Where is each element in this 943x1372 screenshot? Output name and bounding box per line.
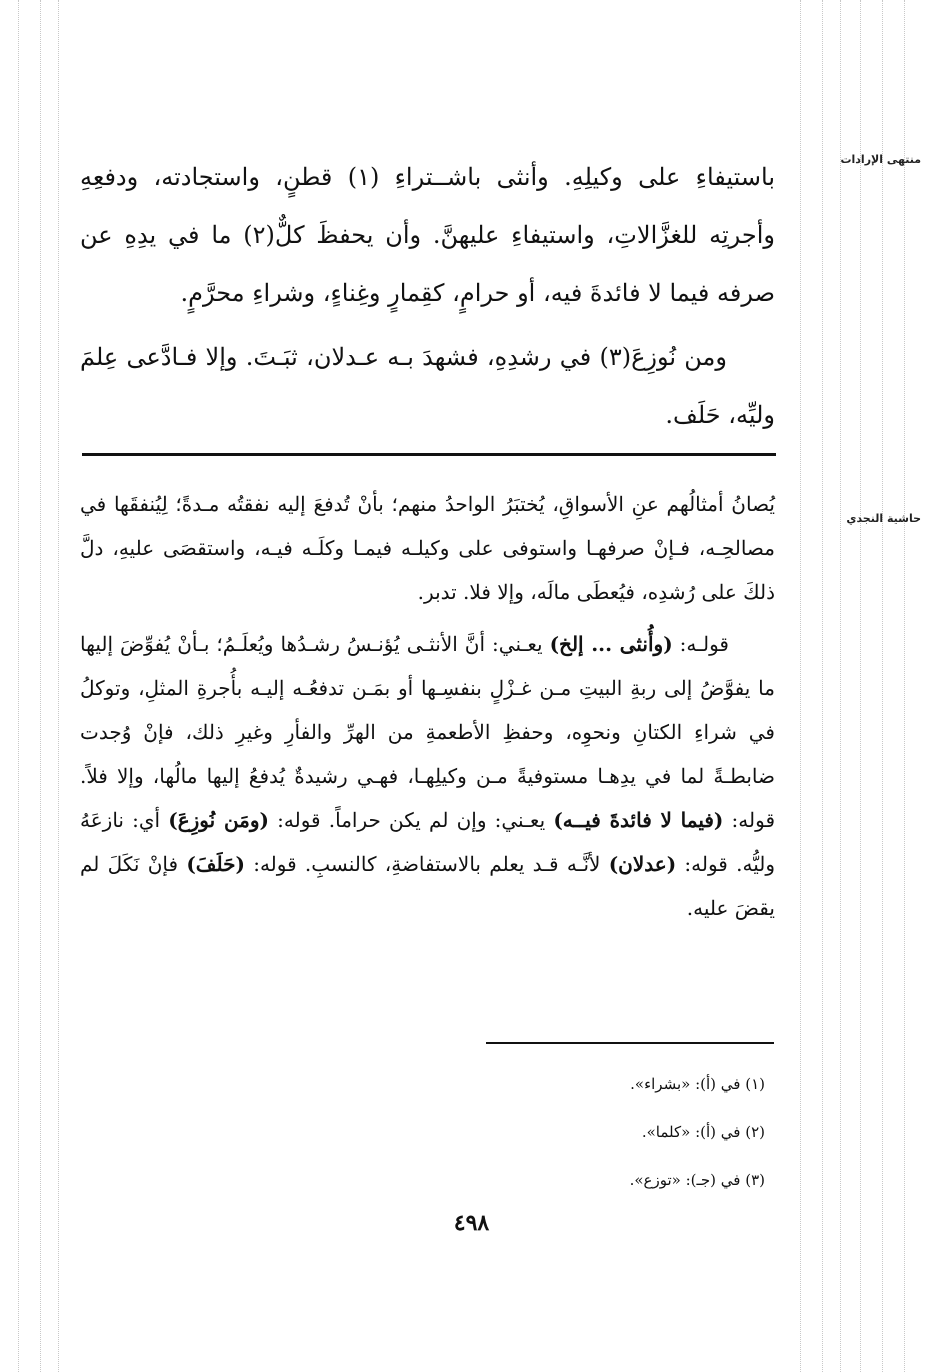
quoted-term: (فيما لا فائدةَ فيــه): [553, 808, 724, 832]
margin-guide: [904, 0, 905, 1372]
section-divider: [82, 453, 776, 456]
side-label-hashiya: حاشية النجدي: [846, 512, 921, 525]
quoted-term: (وأُنثى ... إلخ): [549, 632, 673, 656]
margin-guide: [18, 0, 19, 1372]
side-label-matn: منتهى الإرادات: [840, 153, 921, 166]
margin-guide: [822, 0, 823, 1372]
hashiya-text: يعـني: أنَّ الأنثـى يُؤنـسُ رشـدُها ويُعلَـمُ؛ بـأنْ يُفوِّضَ إليها ما يفوَّضُ إلى ربةِ البيتِ مـن غـزْلٍ بنفسِـها أو بمَـن تدفعُـه إليـه بأُجرةِ المثلِ، وتوكلُ في شراءِ الكتانِ ونحوِه، وحفظِ الأطعمةِ من الهرِّ والفأرِ وغيرِ ذلك، فإنْ وُجدت ضابطـةً لما في يدِهـا مستوفيةً مـن وكيلِهـا، فهـي رشيدةٌ يُدفعُ إليها مالُها، وإلا فلاً. قوله:: [80, 632, 776, 832]
main-text-block: [80, 148, 775, 444]
margin-guide: [882, 0, 883, 1372]
main-paragraph-2: ومن نُوزِعَ(٣) في رشدِهِ، فشهدَ بـه عـدلان، ثبَـتَ. وإلا فـادَّعى عِلمَ وليِّه، حَلَف.: [80, 343, 775, 429]
footnote-divider: [486, 1042, 774, 1044]
quoted-term: (ومَن نُوزِعَ): [168, 808, 270, 832]
hashiya-text: لأنَّـه قـد يعلم بالاستفاضةِ، كالنسبِ. قوله:: [244, 852, 609, 876]
footnote-2: (٢) في (أ): «كلما».: [641, 1123, 765, 1141]
hashiya-paragraph-2: [80, 622, 775, 930]
footnotes: [445, 1060, 765, 1204]
hashiya-text: يعـني: وإن لم يكن حراماً. قوله:: [269, 808, 554, 832]
hashiya-paragraph-1: يُصانُ أمثالُهم عنِ الأسواقِ، يُختبَرُ الواحدُ منهم؛ بأنْ تُدفعَ إليه نفقتُه مـدةً؛ لِيُنفقَها في مصالحِـه، فـإنْ صرفهـا واستوفى على وكيلـه فيمـا وكلَـه فيـه، واستقصَى عليهِ، دلَّ ذلكَ على رُشدِه، فيُعطَى مالَه، وإلا فلا. تدبر.: [80, 492, 775, 604]
hashiya-text-block: [80, 482, 775, 930]
hashiya-text: فإنْ نَكَلَ لم يقضَ عليه.: [80, 852, 775, 920]
margin-guide: [840, 0, 841, 1372]
hashiya-text: أي: نازعَهُ وليُّه. قوله:: [80, 808, 776, 876]
quoted-term: (حَلَفَ): [186, 852, 245, 876]
hashiya-lead: قولـه:: [672, 632, 729, 656]
quoted-term: (عدلان): [608, 852, 677, 876]
footnote-3: (٣) في (جـ): «توزع».: [629, 1171, 765, 1189]
main-paragraph-1: باستيفاءِ على وكيلِهِ. وأنثى باشــتراءِ (١) قطنٍ، واستجادته، ودفعِهِ وأجرتِه للغزَّالاتِ، واستيفاءِ عليهنَّ. وأن يحفظَ كلٌّ(٢) ما في يدِهِ عن صرفه فيما لا فائدةَ فيه، أو حرامٍ، كقِمارٍ وغِناءٍ، وشراءِ محرَّمٍ.: [80, 163, 775, 307]
margin-guide: [860, 0, 861, 1372]
margin-guide: [58, 0, 59, 1372]
footnote-1: (١) في (أ): «بشراء».: [630, 1075, 765, 1093]
margin-guide: [40, 0, 41, 1372]
page-number: ٤٩٨: [453, 1210, 490, 1236]
margin-guide: [800, 0, 801, 1372]
